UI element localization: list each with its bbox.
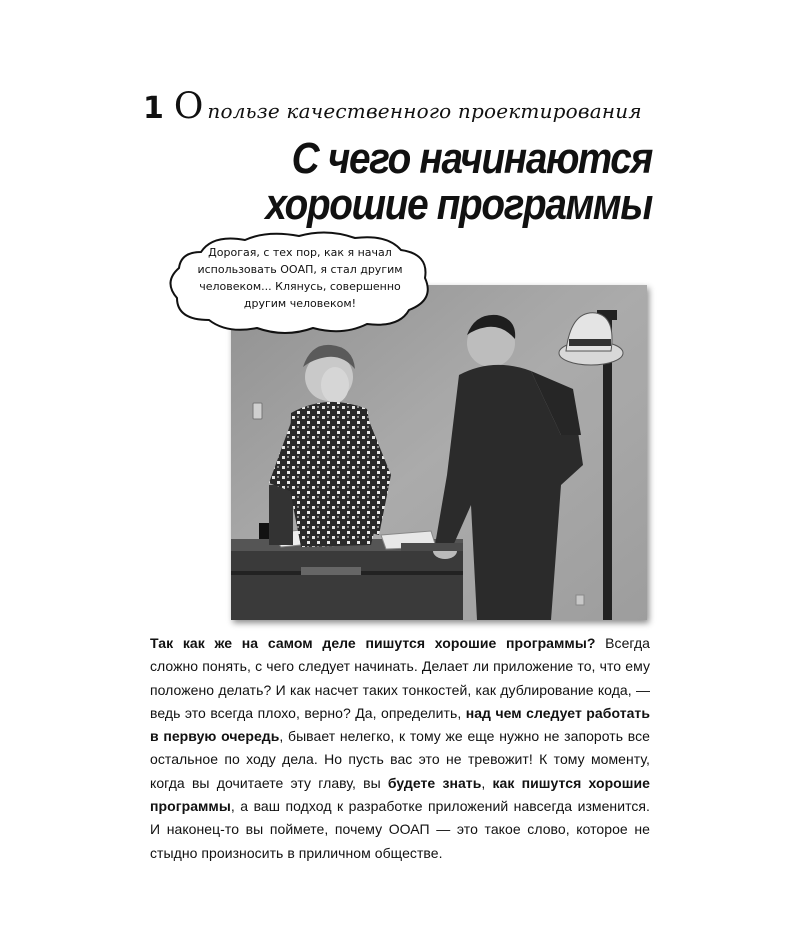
body-paragraph <box>150 632 650 865</box>
speech-bubble-text <box>180 244 420 312</box>
chapter-initial-letter: О <box>173 86 204 127</box>
page-title-line-1: С чего начинаются <box>291 134 652 183</box>
body-bold-how-written: как пишутся хорошие программы <box>150 774 650 815</box>
body-text-part-2: , бывает нелегко, к тому же еще нужно не запороть все остальное по ходу дела. Но пусть вас это не тревожит! К тому моменту, когда вы дочитаете эту главу, вы <box>150 728 650 791</box>
body-text-comma: , <box>481 774 493 791</box>
chapter-title-text: пользе качественного проектирования <box>207 99 642 123</box>
chapter-number: 1 <box>143 91 164 126</box>
body-text-part-1: Всегда сложно понять, с чего следует начинать. Делает ли приложение то, что ему положено делать? И как насчет таких тонкостей, как дублирование кода, — ведь это всегда плохо, верно? Да, определить, <box>150 635 650 721</box>
body-bold-priority: над чем следует работать в первую очередь <box>150 704 650 745</box>
page-title-line-2: хорошие программы <box>265 180 652 229</box>
speech-line-4: другим человеком! <box>243 297 357 310</box>
chapter-heading <box>143 86 643 126</box>
body-bold-will-know: будете знать <box>387 774 482 791</box>
speech-line-2: использовать ООАП, я стал другим <box>197 263 403 276</box>
page-title <box>230 136 652 228</box>
body-text-part-3: , а ваш подход к разработке приложений навсегда изменится. И наконец-то вы поймете, почему ООАП — это такое слово, которое не стыдно произносить в приличном обществе. <box>150 798 650 861</box>
speech-line-3: человеком... Клянусь, совершенно <box>199 280 401 293</box>
body-bold-question: Так как же на самом деле пишутся хорошие программы? <box>150 635 596 651</box>
speech-line-1: Дорогая, с тех пор, как я начал <box>208 246 392 259</box>
